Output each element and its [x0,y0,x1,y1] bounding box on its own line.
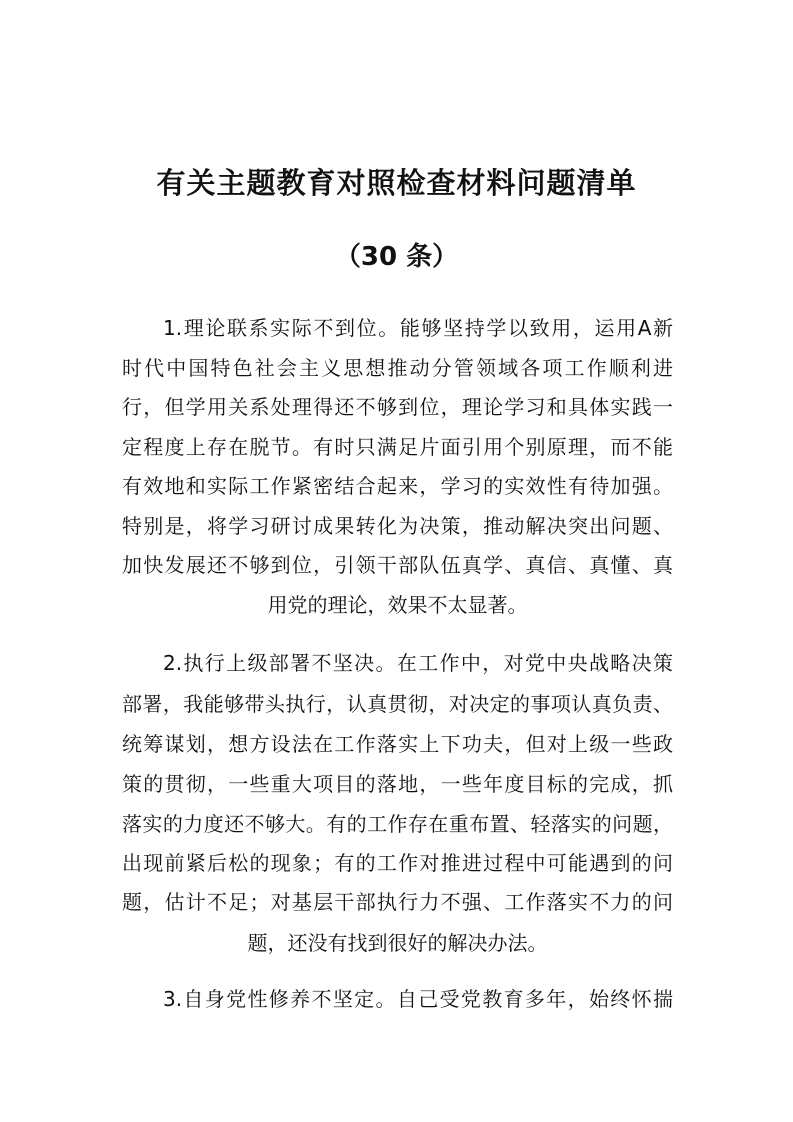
text-line: 落实的力度还不够大。有的工作存在重布置、轻落实的问题， [122,812,673,836]
document-subtitle: （30 条） [334,242,459,272]
text-line: 行，但学用关系处理得还不够到位，理论学习和具体实践一 [122,395,673,419]
text-line: 特别是，将学习研讨成果转化为决策，推动解决突出问题、 [122,514,673,538]
text-line: 统筹谋划，想方设法在工作落实上下功夫，但对上级一些政 [122,732,673,756]
text-line: 用党的理论，效果不太显著。 [267,593,528,617]
text-line: 部署，我能够带头执行，认真贯彻，对决定的事项认真负责、 [122,692,673,716]
text-line: 加快发展还不够到位，引领干部队伍真学、真信、真懂、真 [122,553,673,577]
text-line: 定程度上存在脱节。有时只满足片面引用个别原理，而不能 [122,435,673,459]
text-line: 题，估计不足；对基层干部执行力不强、工作落实不力的问 [122,890,673,914]
text-line: 有效地和实际工作紧密结合起来，学习的实效性有待加强。 [122,474,673,498]
document-title: 有关主题教育对照检查材料问题清单 [156,166,637,200]
text-line: 3.自身党性修养不坚定。自己受党教育多年，始终怀揣 [163,987,673,1011]
text-line: 策的贯彻，一些重大项目的落地，一些年度目标的完成，抓 [122,772,673,796]
text-line: 时代中国特色社会主义思想推动分管领域各项工作顺利进 [122,356,673,380]
text-line: 1.理论联系实际不到位。能够坚持学以致用，运用A新 [163,316,673,340]
text-line: 2.执行上级部署不坚决。在工作中，对党中央战略决策 [163,651,673,675]
text-line: 出现前紧后松的现象；有的工作对推进过程中可能遇到的问 [122,851,673,875]
text-line: 题，还没有找到很好的解决办法。 [247,931,548,955]
